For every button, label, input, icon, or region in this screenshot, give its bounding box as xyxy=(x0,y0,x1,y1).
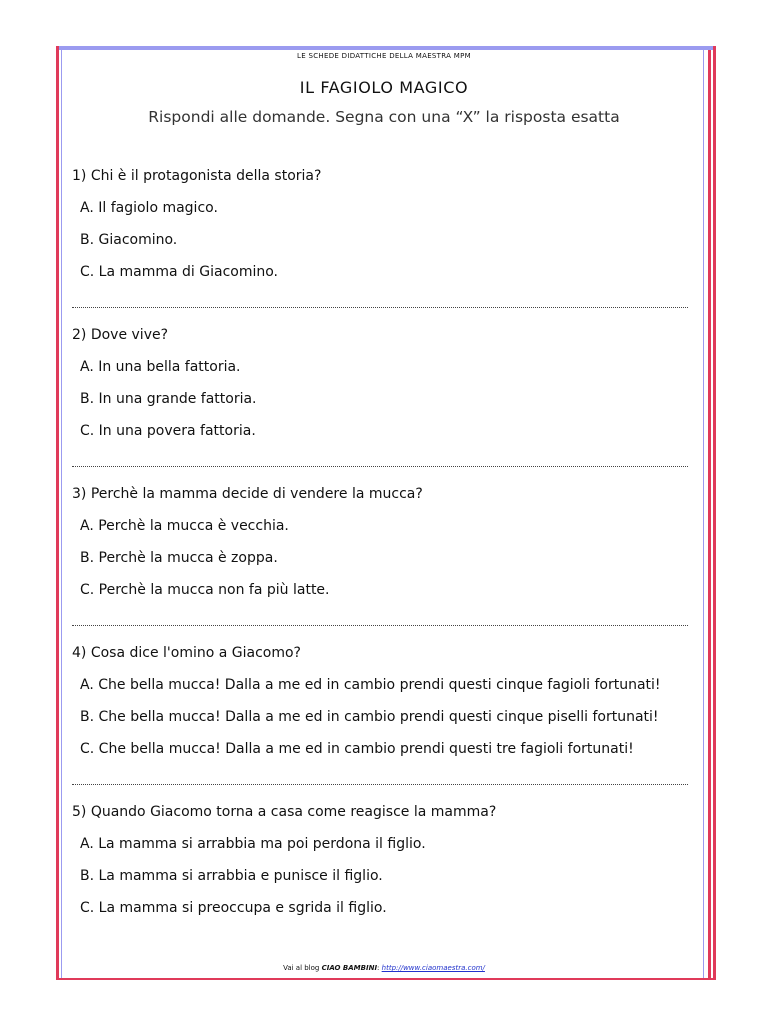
answer-option-c[interactable]: C. La mamma di Giacomino. xyxy=(80,264,279,280)
footer-blog-link[interactable]: http://www.ciaomaestra.com/ xyxy=(381,964,485,972)
frame-top-border xyxy=(58,46,716,50)
frame-left-border xyxy=(56,46,59,980)
answer-dotted-line xyxy=(72,784,688,785)
answer-option-b[interactable]: B. Che bella mucca! Dalla a me ed in cambio prendi questi cinque piselli fortunati! xyxy=(80,709,659,725)
answer-option-b[interactable]: B. La mamma si arrabbia e punisce il figlio. xyxy=(80,868,383,884)
question-text: 1) Chi è il protagonista della storia? xyxy=(72,168,322,184)
question-text: 3) Perchè la mamma decide di vendere la mucca? xyxy=(72,486,423,502)
frame-bottom-border xyxy=(56,978,716,980)
question-text: 5) Quando Giacomo torna a casa come reagisce la mamma? xyxy=(72,804,497,820)
frame-left-inner-border xyxy=(61,50,62,978)
answer-option-b[interactable]: B. In una grande fattoria. xyxy=(80,391,257,407)
answer-option-b[interactable]: B. Giacomino. xyxy=(80,232,178,248)
answer-option-a[interactable]: A. Che bella mucca! Dalla a me ed in cambio prendi questi cinque fagioli fortunati! xyxy=(80,677,661,693)
answer-option-c[interactable]: C. Che bella mucca! Dalla a me ed in cambio prendi questi tre fagioli fortunati! xyxy=(80,741,634,757)
frame-right-border-1 xyxy=(708,50,711,980)
answer-option-a[interactable]: A. In una bella fattoria. xyxy=(80,359,241,375)
answer-dotted-line xyxy=(72,625,688,626)
worksheet-title: IL FAGIOLO MAGICO xyxy=(299,78,469,97)
answer-option-c[interactable]: C. Perchè la mucca non fa più latte. xyxy=(80,582,330,598)
answer-option-a[interactable]: A. La mamma si arrabbia ma poi perdona il figlio. xyxy=(80,836,426,852)
question-text: 2) Dove vive? xyxy=(72,327,169,343)
answer-option-a[interactable]: A. Il fagiolo magico. xyxy=(80,200,218,216)
footer-prefix: Vai al blog xyxy=(283,964,322,972)
question-text: 4) Cosa dice l'omino a Giacomo? xyxy=(72,645,301,661)
answer-option-a[interactable]: A. Perchè la mucca è vecchia. xyxy=(80,518,289,534)
footer-blog-name: CIAO BAMBINI xyxy=(321,964,378,972)
frame-right-border-2 xyxy=(713,46,716,980)
footer-separator: : xyxy=(377,964,382,972)
worksheet-instructions: Rispondi alle domande. Segna con una “X” la risposta esatta xyxy=(148,108,620,126)
frame-right-inner-border xyxy=(703,50,704,978)
answer-option-c[interactable]: C. La mamma si preoccupa e sgrida il figlio. xyxy=(80,900,387,916)
series-header: LE SCHEDE DIDATTICHE DELLA MAESTRA MPM xyxy=(297,52,471,60)
footer xyxy=(0,964,768,972)
answer-option-c[interactable]: C. In una povera fattoria. xyxy=(80,423,256,439)
answer-option-b[interactable]: B. Perchè la mucca è zoppa. xyxy=(80,550,278,566)
answer-dotted-line xyxy=(72,466,688,467)
answer-dotted-line xyxy=(72,307,688,308)
